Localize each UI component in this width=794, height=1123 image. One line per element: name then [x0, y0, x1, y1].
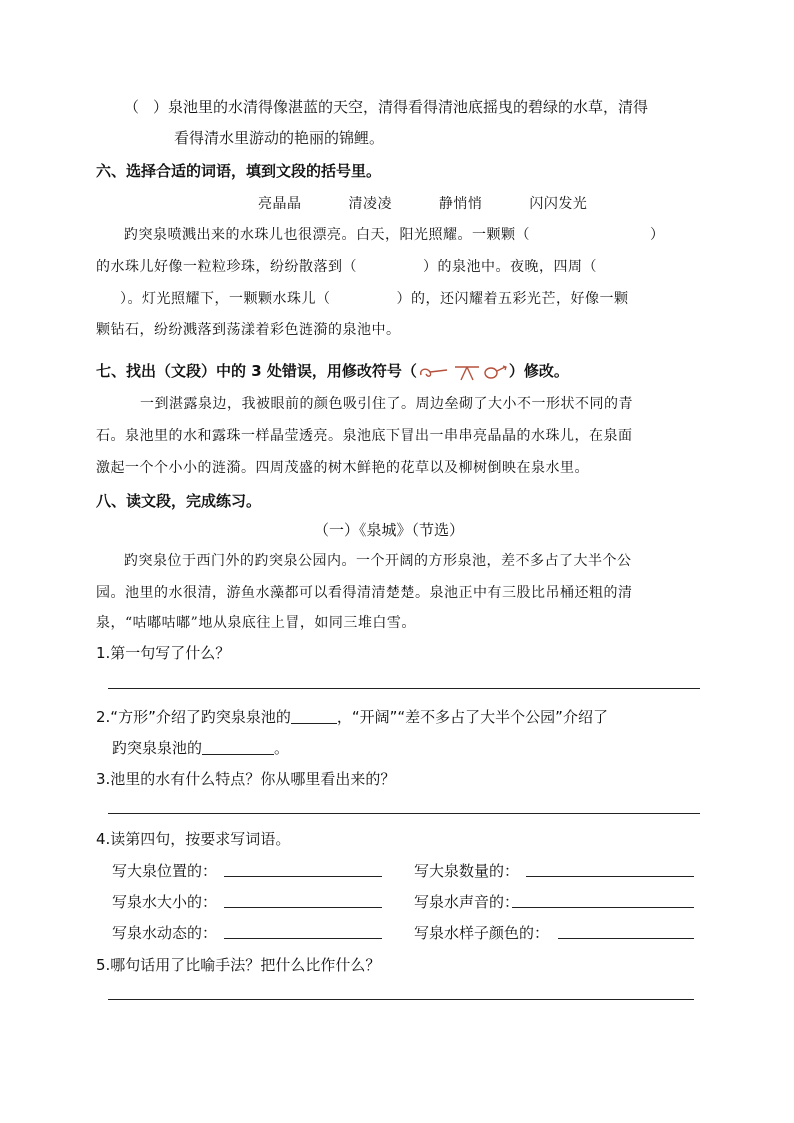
word-option: 亮晶晶 — [258, 196, 302, 212]
blank-q2-shape[interactable] — [291, 709, 337, 724]
answer-paren-open: （ — [124, 98, 140, 116]
q4-prompt: 写泉水大小的： — [112, 893, 218, 911]
judgement-item — [124, 96, 648, 117]
passage-line2: 园。池里的水很清，游鱼水藻都可以看得清清楚楚。泉池正中有三股比吊桶还粗的清 — [96, 585, 633, 601]
section6-para-line4: 颗钻石，纷纷溅落到荡漾着彩色涟漪的泉池中。 — [96, 322, 401, 338]
section7-title: 七、找出（文段）中的 3 处错误，用修改符号（ ）修改。 — [96, 360, 569, 383]
question-5: 5.哪句话用了比喻手法？把什么比作什么？ — [96, 956, 381, 974]
section6-para-line2: 的水珠儿好像一粒粒珍珠，纷纷散落到（ ）的泉池中。夜晚，四周（ — [96, 259, 597, 275]
word-bank — [258, 193, 629, 213]
item-text-line2: 看得清水里游动的艳丽的锦鲤。 — [174, 129, 385, 147]
q4-prompt: 写泉水声音的： — [414, 893, 520, 911]
section7-para-line3: 激起一个个小小的涟漪。四周茂盛的树木鲜艳的花草以及柳树倒映在泉水里。 — [96, 460, 589, 476]
word-option: 静悄悄 — [438, 196, 483, 212]
answer-line-q1[interactable] — [108, 688, 700, 689]
section6-title: 六、选择合适的词语，填到文段的括号里。 — [96, 162, 382, 180]
q4-answer-line[interactable] — [224, 938, 382, 939]
q4-answer-line[interactable] — [224, 876, 382, 877]
q4-answer-line[interactable] — [526, 876, 694, 877]
q4-answer-line[interactable] — [512, 907, 694, 908]
word-option: 闪闪发光 — [529, 196, 588, 212]
q4-answer-line[interactable] — [558, 938, 694, 939]
question-4: 4.读第四句，按要求写词语。 — [96, 830, 291, 848]
question-1: 1.第一句写了什么？ — [96, 644, 231, 662]
q4-prompt: 写大泉数量的： — [414, 862, 520, 880]
passage-line1: 趵突泉位于西门外的趵突泉公园内。一个开阔的方形泉池，差不多占了大半个公 — [124, 553, 632, 569]
answer-line-q3[interactable] — [108, 813, 700, 814]
blank-q2-size[interactable] — [202, 740, 274, 755]
answer-paren-close: ） — [153, 98, 169, 116]
q4-prompt: 写泉水样子颜色的： — [414, 924, 550, 942]
section8-title: 八、读文段，完成练习。 — [96, 492, 262, 510]
section7-para-line2: 石。泉池里的水和露珠一样晶莹透亮。泉池底下冒出一串串亮晶晶的水珠儿，在泉面 — [96, 428, 633, 444]
section6-para-line1: 趵突泉喷溅出来的水珠儿也很漂亮。白天，阳光照耀。一颗颗（ ） — [124, 227, 665, 243]
question-2-line1: 2.“方形”介绍了趵突泉泉池的 ，“开阔”“差不多占了大半个公园”介绍了 — [96, 708, 608, 726]
item-text-line1: 泉池里的水清得像湛蓝的天空，清得看得清池底摇曳的碧绿的水草，清得 — [168, 98, 649, 116]
question-3: 3.池里的水有什么特点？你从哪里看出来的？ — [96, 770, 396, 788]
passage-line3: 泉，“咕嘟咕嘟”地从泉底往上冒，如同三堆白雪。 — [96, 615, 416, 631]
section6-para-line3: ）。灯光照耀下，一颗颗水珠儿（ ）的，还闪耀着五彩光芒，好像一颗 — [120, 291, 629, 307]
correction-symbols-icon — [417, 361, 509, 383]
q4-answer-line[interactable] — [224, 907, 382, 908]
question-2-line2: 趵突泉泉池的 。 — [112, 739, 290, 757]
answer-line-q5[interactable] — [108, 999, 694, 1000]
q4-prompt: 写泉水动态的： — [112, 924, 218, 942]
q4-prompt: 写大泉位置的： — [112, 862, 218, 880]
word-option: 清凌凌 — [348, 196, 392, 212]
section7-para-line1: 一到湛露泉边，我被眼前的颜色吸引住了。周边垒砌了大小不一形状不同的青 — [140, 396, 633, 412]
passage-title: （一）《泉城》（节选） — [314, 521, 465, 539]
